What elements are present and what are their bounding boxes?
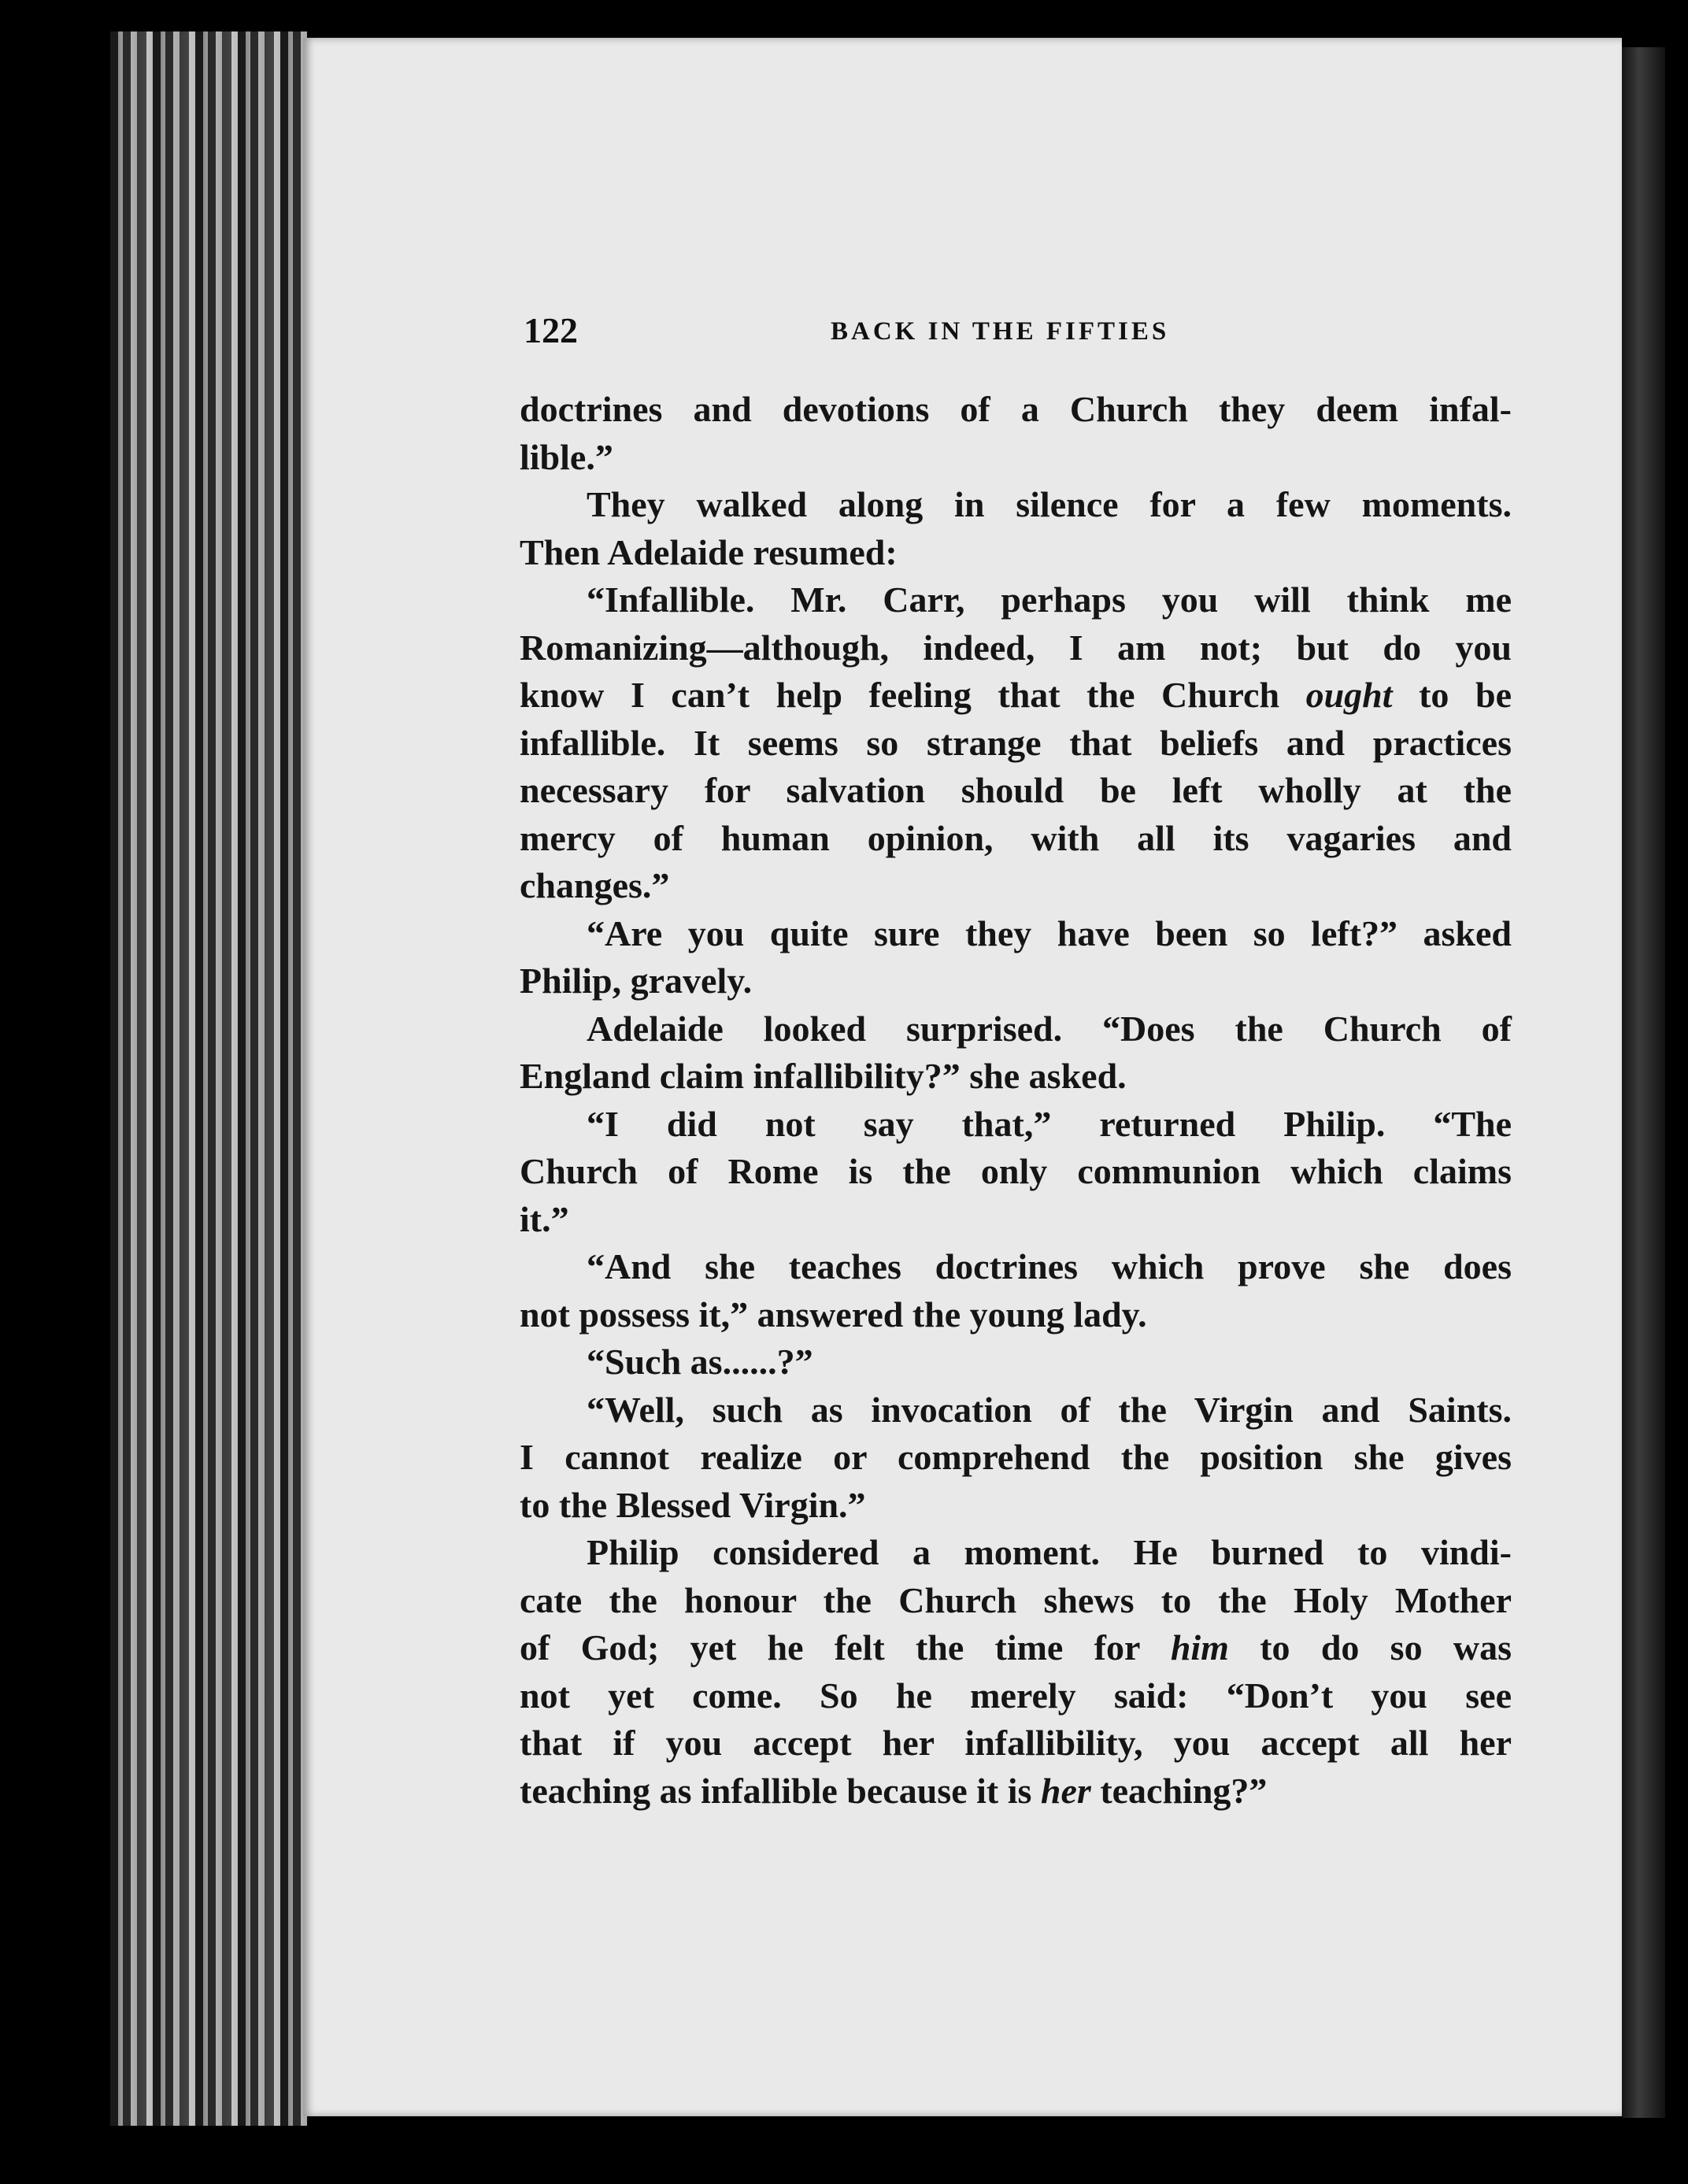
- text-line: “Such as......?”: [587, 1342, 813, 1382]
- text-line: They walked along in silence for a few moments.: [587, 484, 1512, 524]
- italic-emphasis: ought: [1305, 675, 1393, 715]
- text-segment: teaching as infallible because it is: [520, 1770, 1041, 1811]
- text-line: “I did not say that,” returned Philip. “The: [587, 1103, 1512, 1144]
- text-line: infallible. It seems so strange that beliefs and practices: [520, 722, 1512, 763]
- text-line: mercy of human opinion, with all its vagaries and: [520, 817, 1512, 858]
- text-segment: to be: [1392, 675, 1512, 715]
- text-line: not yet come. So he merely said: “Don’t you see: [520, 1675, 1512, 1716]
- text-line: it.”: [520, 1198, 569, 1239]
- text-line: Romanizing—although, indeed, I am not; but do you: [520, 627, 1512, 668]
- page-number: 122: [524, 310, 578, 350]
- running-head: BACK IN THE FIFTIES: [831, 317, 1170, 346]
- italic-emphasis: her: [1040, 1770, 1091, 1811]
- text-segment: know I can’t help feeling that the Church: [520, 675, 1306, 715]
- text-line: [520, 1768, 1512, 1816]
- text-line: “Well, such as invocation of the Virgin and Saints.: [587, 1389, 1512, 1430]
- text-line: England claim infallibility?” she asked.: [520, 1056, 1127, 1096]
- text-line: “Are you quite sure they have been so left?” asked: [587, 912, 1512, 953]
- text-line: I cannot realize or comprehend the position she gives: [520, 1437, 1512, 1477]
- page-header: [524, 309, 1516, 365]
- text-line: cate the honour the Church shews to the Holy Mother: [520, 1579, 1512, 1620]
- text-line: [520, 1624, 1512, 1672]
- text-line: that if you accept her infallibility, you accept all her: [520, 1723, 1512, 1763]
- text-line: to the Blessed Virgin.”: [520, 1484, 866, 1525]
- text-line: Philip considered a moment. He burned to vindi-: [587, 1532, 1512, 1572]
- text-line: [520, 672, 1512, 720]
- text-line: “Infallible. Mr. Carr, perhaps you will think me: [587, 579, 1512, 620]
- italic-emphasis: him: [1170, 1627, 1229, 1668]
- text-line: not possess it,” answered the young lady.: [520, 1294, 1147, 1334]
- text-line: lible.”: [520, 436, 613, 477]
- text-line: necessary for salvation should be left wholly at the: [520, 770, 1512, 810]
- text-line: Philip, gravely.: [520, 961, 753, 1001]
- text-line: doctrines and devotions of a Church they deem infal-: [520, 389, 1512, 429]
- text-line: Adelaide looked surprised. “Does the Church of: [587, 1008, 1512, 1049]
- text-segment: of God; yet he felt the time for: [520, 1627, 1171, 1668]
- body-text: [520, 386, 1512, 1815]
- text-line: changes.”: [520, 865, 670, 905]
- text-line: “And she teaches doctrines which prove she does: [587, 1246, 1512, 1286]
- text-segment: to do so was: [1228, 1627, 1512, 1668]
- page-right-edge-shadow: [1622, 47, 1665, 2118]
- book-spine-edges: [110, 31, 307, 2126]
- text-line: Then Adelaide resumed:: [520, 531, 898, 572]
- text-segment: teaching?”: [1090, 1770, 1268, 1811]
- text-line: Church of Rome is the only communion which claims: [520, 1151, 1512, 1191]
